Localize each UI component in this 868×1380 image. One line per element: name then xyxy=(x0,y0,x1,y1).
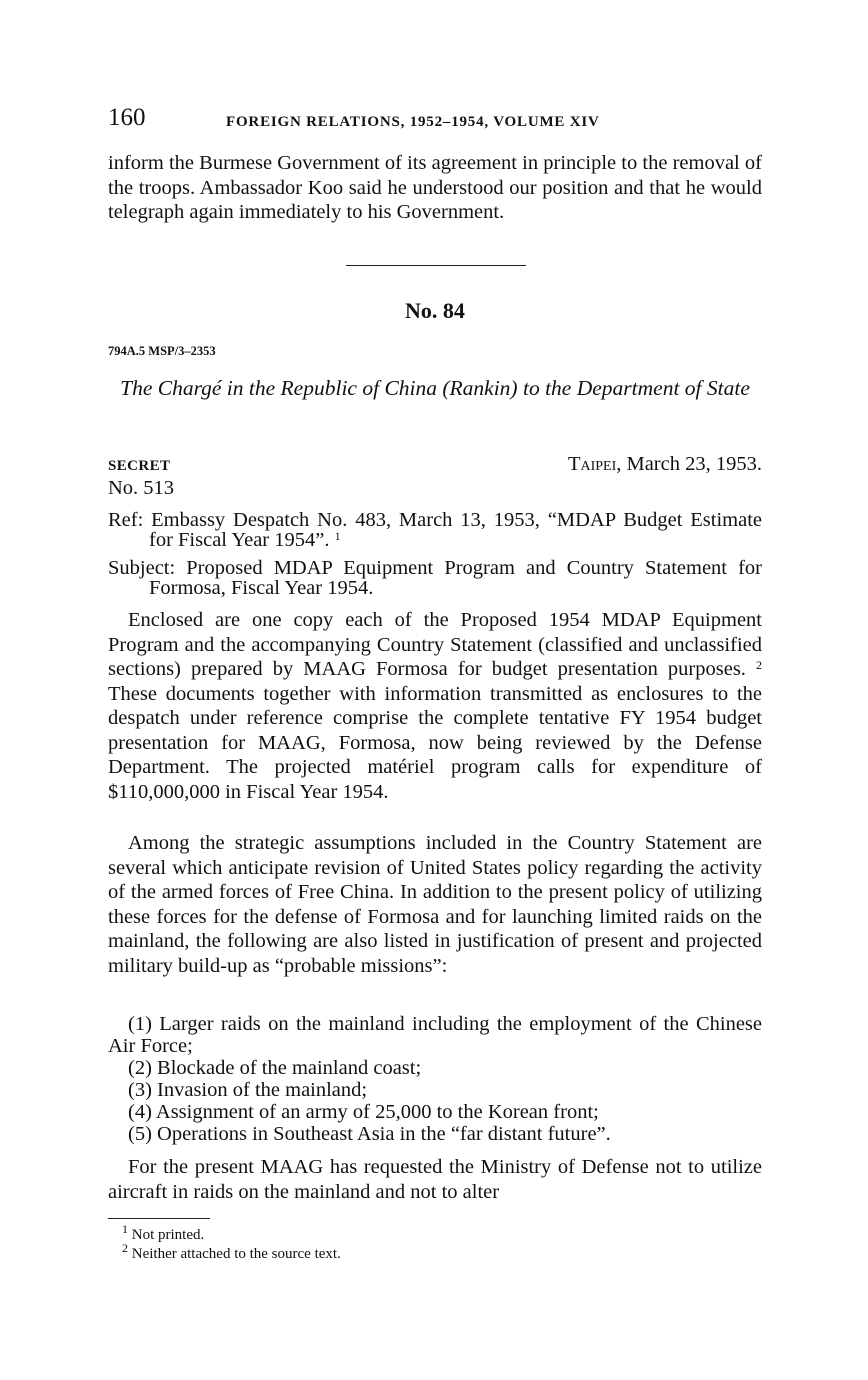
body-paragraph: Among the strategic assumptions included in the Country Statement are several which anticipate revision of United States policy regarding the activity of the armed forces of Free China. In addition to the present policy of utilizing these forces for the defense of Formosa and for launching limited raids on the mainland, the following are also listed in justification of present and projected military build-up as “probable missions”: xyxy=(108,832,762,977)
list-item: (3) Invasion of the mainland; xyxy=(128,1079,368,1101)
list-item: (1) Larger raids on the mainland including the employment of the Chinese Air Force; xyxy=(108,1013,762,1057)
footnote-text: Neither attached to the source text. xyxy=(128,1246,341,1262)
footnote-number: 2 xyxy=(122,1241,128,1255)
reference-line xyxy=(108,510,762,550)
page-number: 160 xyxy=(108,104,146,131)
reference-text: Ref: Embassy Despatch No. 483, March 13, 1953, “MDAP Budget Estimate for Fiscal Year 1954”. xyxy=(108,509,762,551)
section-divider xyxy=(346,265,526,266)
list-item: (4) Assignment of an army of 25,000 to the Korean front; xyxy=(128,1101,599,1123)
body-paragraph: For the present MAAG has requested the Ministry of Defense not to utilize aircraft in raids on the mainland and not to alter xyxy=(108,1156,762,1203)
footnote xyxy=(122,1241,341,1264)
footnote-marker: 1 xyxy=(334,529,341,543)
subject-line: Subject: Proposed MDAP Equipment Program and Country Statement for Formosa, Fiscal Year 1954. xyxy=(108,557,762,599)
document-title: The Chargé in the Republic of China (Rankin) to the Department of State xyxy=(120,376,750,400)
footnote-divider xyxy=(108,1218,210,1219)
footnote-marker: 2 xyxy=(756,658,763,672)
document-number: No. 84 xyxy=(405,298,465,323)
list-item: (2) Blockade of the mainland coast; xyxy=(128,1057,422,1079)
body-paragraph xyxy=(108,608,762,804)
footnotes xyxy=(122,1222,341,1264)
classification-label: SECRET xyxy=(108,458,171,474)
dateline xyxy=(568,453,762,476)
paragraph-text: Enclosed are one copy each of the Proposed 1954 MDAP Equipment Program and the accompanying Country Statement (classified and unclassified sections) prepared by MAAG Formosa for budget presentation purposes. xyxy=(108,609,762,680)
footnote-number: 1 xyxy=(122,1222,128,1236)
dateline-date: March 23, 1953. xyxy=(621,453,762,475)
running-title: FOREIGN RELATIONS, 1952–1954, VOLUME XIV xyxy=(226,114,600,130)
missions-list xyxy=(108,1013,762,1145)
running-header xyxy=(108,104,762,136)
carryover-paragraph: inform the Burmese Government of its agreement in principle to the removal of the troops. Ambassador Koo said he understood our position and that he would telegraph again immediately to his Government. xyxy=(108,152,762,223)
despatch-number: No. 513 xyxy=(108,477,175,499)
file-reference: 794A.5 MSP/3–2353 xyxy=(108,344,216,358)
list-item: (5) Operations in Southeast Asia in the “far distant future”. xyxy=(128,1123,611,1145)
dateline-place: Taipei, xyxy=(567,453,622,475)
footnote-text: Not printed. xyxy=(128,1227,205,1243)
footnote xyxy=(122,1222,341,1245)
paragraph-text: These documents together with information transmitted as enclosures to the despatch under reference comprise the complete tentative FY 1954 budget presentation for MAAG, Formosa, now being reviewed by the Defense Department. The projected matériel program calls for expenditure of $110,000,000 in Fiscal Year 1954. xyxy=(108,682,762,803)
